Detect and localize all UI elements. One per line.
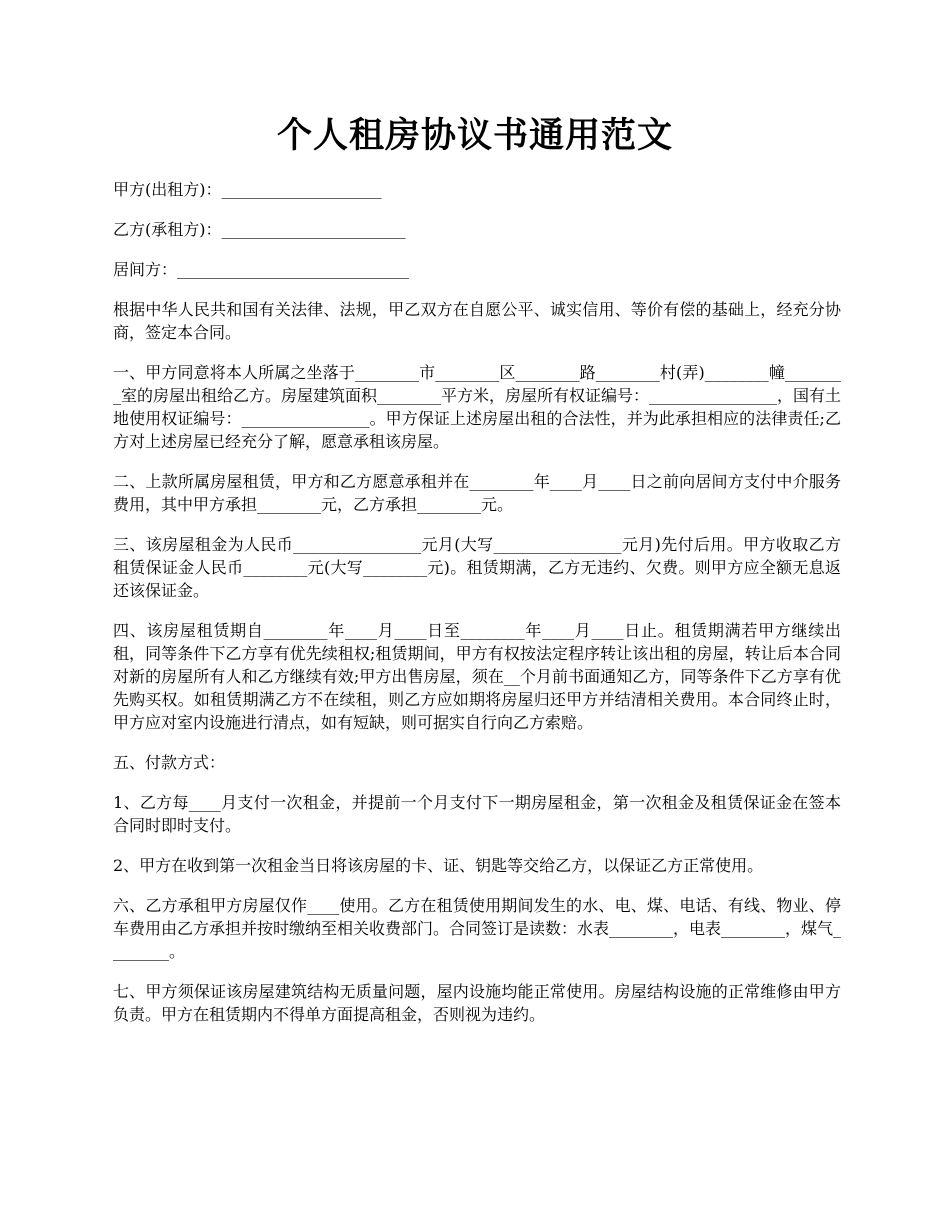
- clause-1-paragraph: 一、甲方同意将本人所属之坐落于________市________区________路________村(弄)________幢________室的房屋出租给乙方。房屋建筑面积________平方米，房屋所有权证编号：________________，国有土地使用权证编号：________________。甲方保证上述房屋出租的合法性，并为此承担相应的法律责任;乙方对上述房屋已经充分了解，愿意承租该房屋。: [113, 363, 842, 451]
- payment-item-1: 1、乙方每____月支付一次租金，并提前一个月支付下一期房屋租金，第一次租金及租赁保证金在签本合同时即时支付。: [113, 793, 841, 835]
- document-title: 个人租房协议书通用范文: [276, 115, 673, 156]
- clause-2-paragraph: 二、上款所属房屋租赁，甲方和乙方愿意承租并在________年____月____日之前向居间方支付中介服务费用，其中甲方承担________元，乙方承担________元。: [113, 472, 841, 514]
- clause-3-paragraph: 三、该房屋租金为人民币________________元月(大写________________元月)先付后用。甲方收取乙方租赁保证金人民币________元(大写________元)。租赁期满，乙方无违约、欠费。则甲方应全额无息返还该保证金。: [113, 535, 841, 600]
- party-a-line: 甲方(出租方)：____________________: [113, 180, 382, 199]
- payment-item-2: 2、甲方在收到第一次租金当日将该房屋的卡、证、钥匙等交给乙方，以保证乙方正常使用。: [113, 856, 764, 875]
- intermediary-line: 居间方：_____________________________: [113, 260, 410, 279]
- clause-5-heading: 五、付款方式：: [113, 753, 226, 772]
- document-body: [113, 178, 841, 1043]
- preamble-paragraph: 根据中华人民共和国有关法律、法规，甲乙双方在自愿公平、诚实信用、等价有偿的基础上，经充分协商，签定本合同。: [113, 300, 841, 342]
- clause-4-paragraph: 四、该房屋租赁期自________年____月____日至________年____月____日止。租赁期满若甲方继续出租，同等条件下乙方享有优先续租权;租赁期间，甲方有权按法定程序转让该出租的房屋，转让后本合同对新的房屋所有人和乙方继续有效;甲方出售房屋，须在__个月前书面通知乙方，同等条件下乙方享有优先购买权。如租赁期满乙方不在续租，则乙方应如期将房屋归还甲方并结清相关费用。本合同终止时，甲方应对室内设施进行清点，如有短缺，则可据实自行向乙方索赔。: [113, 621, 841, 732]
- clause-7-paragraph: 七、甲方须保证该房屋建筑结构无质量问题，屋内设施均能正常使用。房屋结构设施的正常维修由甲方负责。甲方在租赁期内不得单方面提高租金，否则视为违约。: [113, 982, 841, 1024]
- clause-6-paragraph: 六、乙方承租甲方房屋仅作____使用。乙方在租赁使用期间发生的水、电、煤、电话、有线、物业、停车费用由乙方承担并按时缴纳至相关收费部门。合同签订是读数：水表________，电表________，煤气________。: [113, 896, 842, 961]
- party-b-line: 乙方(承租方)：_______________________: [113, 220, 406, 239]
